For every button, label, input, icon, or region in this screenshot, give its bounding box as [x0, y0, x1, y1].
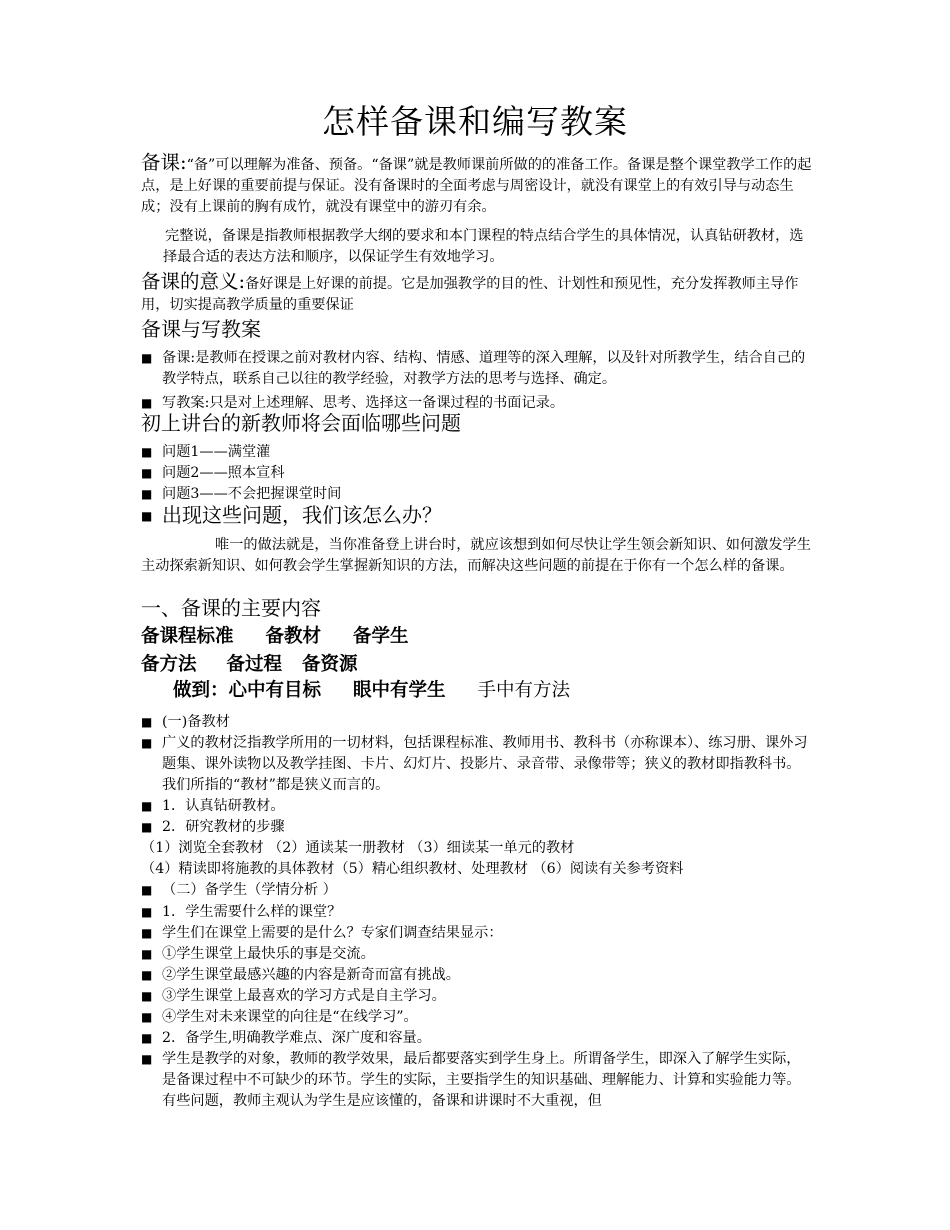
list-item [141, 817, 813, 838]
list-item-text: 问题3——不会把握课堂时间 [162, 486, 342, 502]
list-item [141, 986, 813, 1007]
list-item [141, 1007, 813, 1028]
list-item [141, 796, 813, 817]
paragraph-head: 备课的意义: [141, 270, 246, 293]
bullet-icon: ■ [141, 1010, 153, 1024]
steps-line-1: （1）浏览全套教材 （2）通读某一册教材 （3）细读某一单元的教材 [141, 840, 575, 856]
bullet-icon: ■ [141, 905, 153, 919]
content-row-1 [141, 624, 441, 650]
heading-new-teacher: 初上讲台的新教师将会面临哪些问题 [141, 411, 461, 435]
bullet-icon: ■ [141, 989, 153, 1003]
row-item: 备学生 [353, 626, 409, 647]
paragraph-beike [141, 152, 813, 218]
row-item: 手中有方法 [477, 680, 571, 701]
list-item [141, 442, 813, 463]
paragraph-head: 备课: [141, 151, 187, 174]
list-item-text: 1．学生需要什么样的课堂？ [162, 904, 342, 920]
list-item-text: 备课:是教师在授课之前对教材内容、结构、情感、道理等的深入理解，以及针对所教学生，结合自己的教学特点，联系自己以往的教学经验，对教学方法的思考与选择、确定。 [162, 350, 806, 387]
bullet-icon: ■ [141, 396, 153, 410]
bullet-icon: ■ [141, 445, 153, 459]
row-item: 备课程标准 [141, 626, 234, 647]
bullet-icon: ■ [141, 968, 153, 982]
paragraph-meaning [141, 271, 813, 316]
list-item-text: 学生们在课堂上需要的是什么？专家们调查结果显示： [162, 925, 503, 941]
heading-text: 出现这些问题，我们该怎么办？ [162, 503, 442, 527]
list-item-text: （二）备学生（学情分析 ） [162, 882, 337, 898]
list-item-text: 问题1——满堂灌 [162, 444, 271, 460]
row-item: 备过程 [226, 654, 283, 675]
bullet-icon: ■ [141, 947, 153, 961]
bullet-icon: ■ [141, 1031, 153, 1045]
bullet-icon: ■ [141, 1052, 153, 1066]
bullet-icon: ■ [141, 466, 153, 480]
row-item: 备方法 [141, 654, 197, 675]
list-item [141, 944, 813, 965]
list-item [141, 463, 813, 484]
list-item-text: (一)备教材 [162, 714, 230, 730]
document-title: 怎样备课和编写教案 [322, 102, 628, 141]
heading-what-to-do [141, 502, 442, 528]
bullet-icon: ■ [141, 509, 153, 523]
row-item: 备教材 [265, 626, 322, 647]
content-row-3 [173, 678, 602, 704]
list-item-text: 广义的教材泛指教学所用的一切材料，包括课程标准、教师用书、教科书（亦称课本）、练习册、课外习题集、课外读物以及教学挂图、卡片、幻灯片、投影片、录音带、录像带等；狭义的教材即指教科书。我们所指的“教材”都是狭义而言的。 [162, 735, 808, 793]
steps-line-2: （4）精读即将施教的具体教材（5）精心组织教材、处理教材 （6）阅读有关参考资料 [141, 861, 684, 877]
bullet-icon: ■ [141, 926, 153, 940]
list-item-text: 写教案:只是对上述理解、思考、选择这一备课过程的书面记录。 [162, 395, 565, 411]
list-item [141, 348, 813, 390]
row-item: 备资源 [302, 654, 358, 675]
list-item-text: 2．研究教材的步骤 [162, 819, 285, 835]
list-item-text: ③学生课堂上最喜欢的学习方式是自主学习。 [162, 988, 446, 1004]
list-item [141, 1049, 813, 1112]
list-item-text: ②学生课堂最感兴趣的内容是新奇而富有挑战。 [162, 967, 460, 983]
paragraph-text: 备好课是上好课的前提。它是加强教学的目的性、计划性和预见性，充分发挥教师主导作用，切实提高教学质量的重要保证 [141, 276, 799, 313]
paragraph-complete: 完整说，备课是指教师根据教学大纲的要求和本门课程的特点结合学生的具体情况，认真钻研教材，选择最合适的表达方法和顺序，以保证学生有效地学习。 [163, 228, 804, 265]
row-item: 做到：心中有目标 [173, 680, 322, 701]
paragraph-text: “备”可以理解为准备、预备。“备课”就是教师课前所做的的准备工作。备课是整个课堂教学工作的起点，是上好课的重要前提与保证。没有备课时的全面考虑与周密设计，就没有课堂上的有效引导与动态生成；没有上课前的胸有成竹，就没有课堂中的游刃有余。 [141, 157, 812, 215]
list-item-text: ④学生对未来课堂的向往是“在线学习”。 [162, 1009, 418, 1025]
list-item [141, 712, 813, 733]
bullet-icon: ■ [141, 715, 153, 729]
list-item-text: 1．认真钻研教材。 [162, 798, 285, 814]
list-item [141, 733, 813, 796]
list-item [141, 1028, 813, 1049]
bullet-icon: ■ [141, 736, 153, 750]
paragraph-solution: 唯一的做法就是，当你准备登上讲台时，就应该想到如何尽快让学生领会新知识、如何激发学生主动探索新知识、如何教会学生掌握新知识的方法，而解决这些问题的前提在于你有一个怎么样的备课。 [141, 537, 811, 574]
list-item [141, 902, 813, 923]
bullet-icon: ■ [141, 487, 153, 501]
list-item [141, 880, 813, 901]
row-item: 眼中有学生 [353, 680, 446, 701]
bullet-icon: ■ [141, 883, 153, 897]
list-item [141, 923, 813, 944]
content-row-2 [141, 652, 390, 678]
heading-main-content: 一、备课的主要内容 [141, 596, 321, 620]
bullet-icon: ■ [141, 351, 153, 365]
heading-beike-xiejiaoan: 备课与写教案 [141, 317, 261, 341]
bullet-icon: ■ [141, 820, 153, 834]
list-item-text: 问题2——照本宣科 [162, 465, 285, 481]
list-item-text: 学生是教学的对象，教师的教学效果，最后都要落实到学生身上。所谓备学生，即深入了解学生实际，是备课过程中不可缺少的环节。学生的实际，主要指学生的知识基础、理解能力、计算和实验能力等。有些问题，教师主观认为学生是应该懂的，备课和讲课时不大重视，但 [162, 1051, 801, 1109]
list-item [141, 965, 813, 986]
list-item-text: ①学生课堂上最快乐的事是交流。 [162, 946, 375, 962]
list-item-text: 2．备学生,明确教学难点、深广度和容量。 [162, 1030, 431, 1046]
bullet-icon: ■ [141, 799, 153, 813]
